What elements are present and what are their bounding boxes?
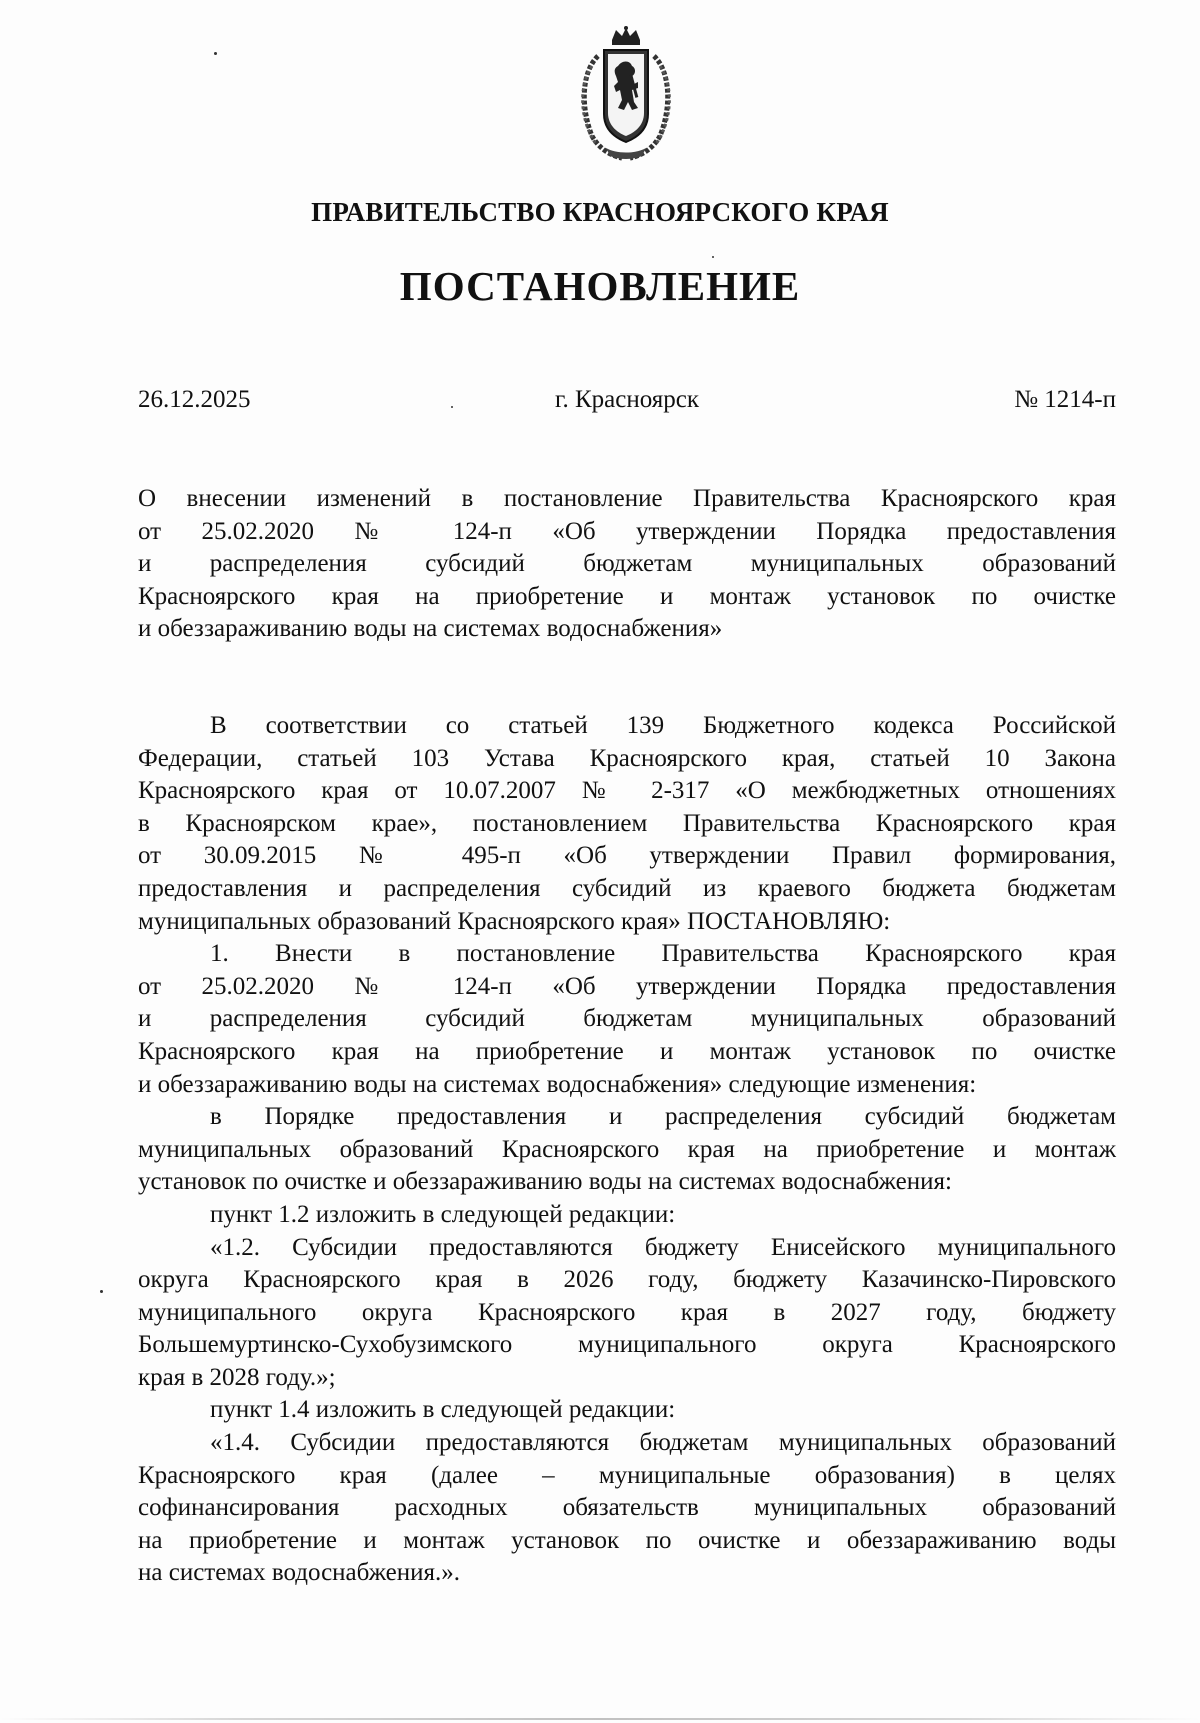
subject-line: и распределения субсидий бюджетам муниципальных образований	[138, 550, 1116, 577]
subject-line: и обеззараживанию воды на системах водоснабжения»	[138, 615, 723, 642]
body-line: на приобретение и монтаж установок по очистке и обеззараживанию воды	[138, 1526, 1116, 1554]
document-type-title: ПОСТАНОВЛЕНИЕ	[399, 263, 801, 309]
subject-line: О внесении изменений в постановление Правительства Красноярского края	[138, 485, 1116, 512]
body-line: и обеззараживанию воды на системах водоснабжения» следующие изменения:	[138, 1070, 977, 1098]
body-line: пункт 1.4 изложить в следующей редакции:	[210, 1396, 676, 1424]
subject-line: Красноярского края на приобретение и монтаж установок по очистке	[138, 582, 1116, 610]
body-line: софинансирования расходных обязательств муниципальных образований	[138, 1494, 1116, 1522]
document-city: г. Красноярск	[555, 386, 699, 413]
body-line: и распределения субсидий бюджетам муниципальных образований	[138, 1005, 1116, 1033]
body-line: пункт 1.2 изложить в следующей редакции:	[210, 1200, 676, 1228]
body-line: в Порядке предоставления и распределения субсидий бюджетам	[210, 1103, 1116, 1131]
body-line: округа Красноярского края в 2026 году, бюджету Казачинско-Пировского	[138, 1266, 1116, 1294]
subject-line: от 25.02.2020 № 124-п «Об утверждении Порядка предоставления	[138, 517, 1116, 545]
scan-artifact	[100, 1290, 103, 1293]
body-line: Большемуртинско-Сухобузимского муниципального округа Красноярского	[138, 1331, 1116, 1359]
scan-artifact	[451, 406, 453, 408]
body-line: края в 2028 году.»;	[138, 1363, 336, 1391]
document-date: 26.12.2025	[138, 386, 251, 413]
body-line: установок по очистке и обеззараживанию воды на системах водоснабжения:	[138, 1168, 952, 1196]
body-line: В соответствии со статьей 139 Бюджетного кодекса Российской	[210, 712, 1116, 739]
coat-of-arms-icon	[572, 26, 680, 161]
body-line: Красноярского края (далее – муниципальные образования) в целях	[138, 1461, 1116, 1489]
body-line: от 30.09.2015 № 495-п «Об утверждении Правил формирования,	[138, 842, 1116, 870]
body-line: в Красноярском крае», постановлением Правительства Красноярского края	[138, 809, 1116, 837]
body-line: от 25.02.2020 № 124-п «Об утверждении Порядка предоставления	[138, 972, 1116, 1000]
document-meta-row	[138, 386, 1116, 422]
document-subject	[138, 483, 1116, 646]
body-line: 1. Внести в постановление Правительства Красноярского края	[210, 940, 1116, 968]
body-line: «1.2. Субсидии предоставляются бюджету Енисейского муниципального	[210, 1233, 1116, 1261]
scan-artifact	[214, 52, 217, 55]
document-body	[138, 710, 1116, 1590]
body-line: на системах водоснабжения.».	[138, 1559, 461, 1587]
scan-bottom-edge	[0, 1718, 1200, 1720]
organization-name: ПРАВИТЕЛЬСТВО КРАСНОЯРСКОГО КРАЯ	[311, 197, 889, 227]
body-line: Федерации, статьей 103 Устава Красноярского края, статьей 10 Закона	[138, 744, 1116, 772]
scan-artifact	[712, 256, 714, 258]
body-line: муниципального округа Красноярского края в 2027 году, бюджету	[138, 1298, 1116, 1326]
body-line: муниципальных образований Красноярского края» ПОСТАНОВЛЯЮ:	[138, 907, 891, 935]
body-line: «1.4. Субсидии предоставляются бюджетам муниципальных образований	[210, 1429, 1116, 1457]
body-line: Красноярского края от 10.07.2007 № 2-317 «О межбюджетных отношениях	[138, 777, 1116, 805]
body-line: Красноярского края на приобретение и монтаж установок по очистке	[138, 1037, 1116, 1065]
body-line: предоставления и распределения субсидий из краевого бюджета бюджетам	[138, 874, 1116, 902]
document-number: № 1214-п	[1014, 386, 1116, 413]
body-line: муниципальных образований Красноярского края на приобретение и монтаж	[138, 1135, 1116, 1163]
